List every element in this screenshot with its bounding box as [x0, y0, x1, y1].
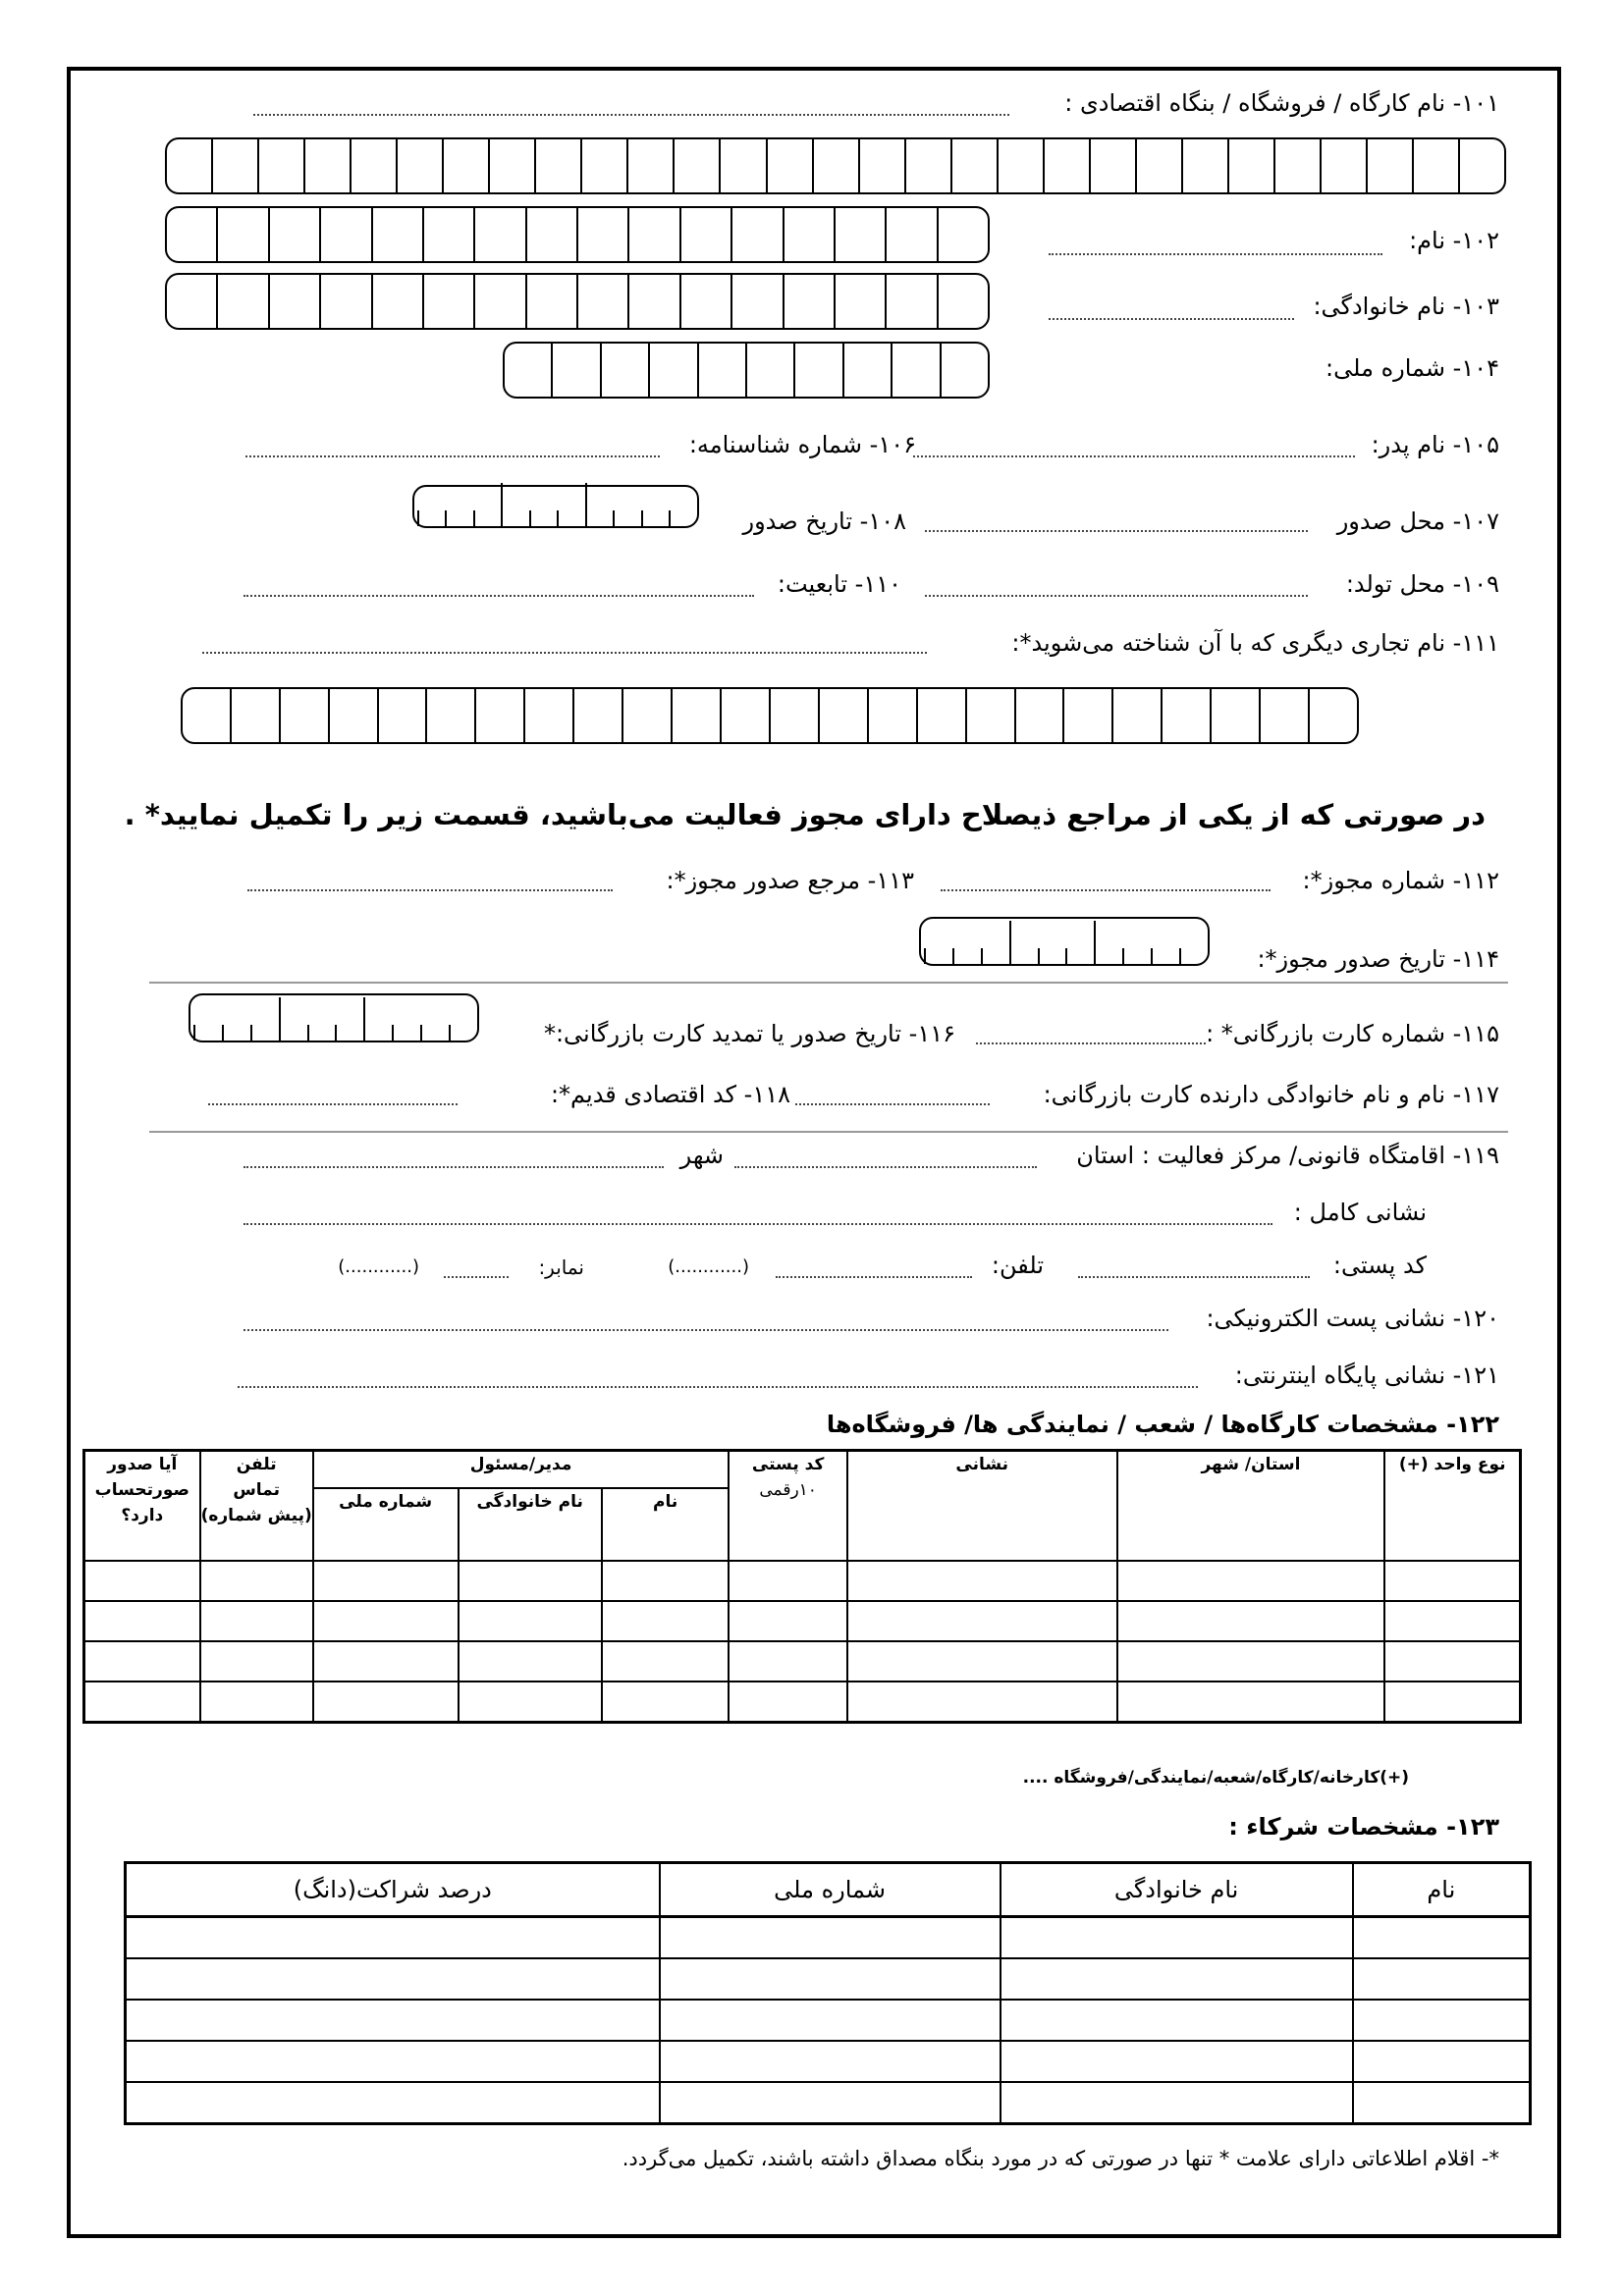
char-box[interactable]	[473, 208, 524, 261]
field-102-label: ۱۰۲- نام:	[1409, 227, 1499, 254]
branches-footnote: (+)کارخانه/کارگاه/شعبه/نمایندگی/فروشگاه ....	[1022, 1768, 1409, 1788]
char-box[interactable]	[730, 275, 782, 328]
header-invoice-line3: دارد؟	[121, 1506, 164, 1525]
branch-cell[interactable]	[313, 1601, 459, 1641]
date-segment[interactable]	[193, 1025, 222, 1041]
partners-header-cell: درصد شراکت(دانگ)	[126, 1863, 660, 1917]
field-107-label: ۱۰۷- محل صدور	[1336, 507, 1499, 535]
partner-row	[126, 2082, 1531, 2124]
fax-label: نمابر:	[538, 1255, 584, 1279]
char-box[interactable]	[937, 275, 988, 328]
header-unit-type: نوع واحد (+)	[1384, 1451, 1520, 1562]
license-heading: در صورتی که از یکی از مراجع ذیصلاح دارای مجوز فعالیت می‌باشید، قسمت زیر را تکمیل نمایید* .	[124, 798, 1486, 831]
header-postal-code	[729, 1451, 847, 1562]
char-box[interactable]	[600, 344, 648, 397]
field-117-label: ۱۱۷- نام و نام خانوادگی دارنده کارت بازرگانی:	[1043, 1081, 1499, 1108]
char-box[interactable]	[279, 689, 328, 742]
partner-cell[interactable]	[1353, 2000, 1531, 2041]
char-box[interactable]	[940, 344, 988, 397]
char-box[interactable]	[867, 689, 916, 742]
char-box[interactable]	[997, 139, 1043, 192]
full-address-label: نشانی کامل :	[1293, 1199, 1427, 1226]
char-box[interactable]	[730, 208, 782, 261]
field-118-label: ۱۱۸- کد اقتصادی قدیم*:	[550, 1081, 790, 1108]
char-box[interactable]	[505, 344, 551, 397]
branch-cell[interactable]	[602, 1641, 730, 1682]
char-box[interactable]	[1308, 689, 1357, 742]
field-111-label: ۱۱۱- نام تجاری دیگری که با آن شناخته می‌شوید*:	[1011, 629, 1499, 657]
char-box[interactable]	[1412, 139, 1458, 192]
field-105-label: ۱۰۵- نام پدر:	[1371, 431, 1499, 458]
field-110-dots	[243, 595, 754, 597]
date-segment[interactable]	[952, 948, 981, 964]
char-box[interactable]	[1210, 689, 1259, 742]
char-box[interactable]	[916, 689, 965, 742]
branch-cell[interactable]	[459, 1641, 602, 1682]
char-box[interactable]	[679, 275, 730, 328]
branch-cell[interactable]	[602, 1682, 730, 1723]
date-segment[interactable]	[1065, 948, 1094, 964]
branch-cell[interactable]	[729, 1682, 847, 1723]
partner-cell[interactable]	[126, 2041, 660, 2082]
field-116-label: ۱۱۶- تاریخ صدور یا تمدید کارت بازرگانی:*	[543, 1020, 955, 1047]
partner-cell[interactable]	[1001, 1958, 1353, 2000]
branch-cell[interactable]	[200, 1561, 313, 1601]
partner-cell[interactable]	[660, 2000, 1001, 2041]
branch-cell[interactable]	[729, 1601, 847, 1641]
char-box[interactable]	[626, 139, 673, 192]
char-box[interactable]	[950, 139, 997, 192]
first-name-boxes[interactable]	[165, 206, 990, 263]
date-segment[interactable]	[250, 1025, 279, 1041]
last-name-boxes[interactable]	[165, 273, 990, 330]
branch-cell[interactable]	[459, 1561, 602, 1601]
char-box[interactable]	[1135, 139, 1181, 192]
fax-dots	[444, 1276, 509, 1278]
char-box[interactable]	[622, 689, 671, 742]
date-segment[interactable]	[222, 1025, 250, 1041]
date-segment[interactable]	[279, 997, 307, 1041]
partners-title: ۱۲۳- مشخصات شرکاء :	[1228, 1813, 1499, 1841]
char-box[interactable]	[525, 208, 576, 261]
date-segment[interactable]	[613, 510, 641, 526]
date-segment[interactable]	[392, 1025, 420, 1041]
partner-cell[interactable]	[1001, 1917, 1353, 1959]
postal-code-label: کد پستی:	[1332, 1252, 1427, 1279]
date-segment[interactable]	[363, 997, 392, 1041]
branches-table	[82, 1449, 1522, 1724]
date-segment[interactable]	[445, 510, 473, 526]
header-phone-line2: تماس	[233, 1480, 280, 1500]
header-phone-line3: (پیش شماره)	[200, 1506, 312, 1525]
phone-dots	[776, 1276, 972, 1278]
char-box[interactable]	[783, 208, 834, 261]
char-box[interactable]	[211, 139, 257, 192]
branch-cell[interactable]	[847, 1641, 1117, 1682]
char-box[interactable]	[442, 139, 488, 192]
field-119-label: ۱۱۹- اقامتگاه قانونی/ مرکز فعالیت : استان	[1076, 1142, 1499, 1169]
field-106-dots	[245, 455, 660, 457]
char-box[interactable]	[904, 139, 950, 192]
char-box[interactable]	[1161, 689, 1210, 742]
header-invoice-line1: آیا صدور	[107, 1455, 178, 1474]
header-invoice-line2: صورتحساب	[94, 1480, 189, 1500]
char-box[interactable]	[834, 208, 885, 261]
char-box[interactable]	[818, 689, 867, 742]
char-box[interactable]	[576, 275, 627, 328]
field-107-dots	[925, 530, 1308, 532]
date-segment[interactable]	[501, 483, 529, 526]
char-box[interactable]	[230, 689, 279, 742]
branch-row	[84, 1682, 1521, 1723]
branch-cell[interactable]	[847, 1682, 1117, 1723]
field-102-dots	[1049, 253, 1382, 255]
char-box[interactable]	[783, 275, 834, 328]
branch-cell[interactable]	[313, 1682, 459, 1723]
branches-body	[84, 1561, 1521, 1723]
branch-cell[interactable]	[1117, 1601, 1385, 1641]
field-103-label: ۱۰۳- نام خانوادگی:	[1313, 293, 1499, 320]
branch-cell[interactable]	[313, 1561, 459, 1601]
char-box[interactable]	[719, 139, 765, 192]
partner-cell[interactable]	[660, 2041, 1001, 2082]
header-address: نشانی	[847, 1451, 1117, 1562]
partner-cell[interactable]	[1001, 2041, 1353, 2082]
char-box[interactable]	[551, 344, 599, 397]
field-115-label: ۱۱۵- شماره کارت بازرگانی* :	[1206, 1020, 1499, 1047]
char-box[interactable]	[671, 689, 720, 742]
province-dots	[734, 1166, 1037, 1168]
partner-cell[interactable]	[1353, 2082, 1531, 2124]
field-120-label: ۱۲۰- نشانی پست الکترونیکی:	[1206, 1305, 1499, 1332]
branch-cell[interactable]	[1117, 1561, 1385, 1601]
char-box[interactable]	[319, 275, 370, 328]
city-label: شهر	[679, 1142, 724, 1169]
char-box[interactable]	[425, 689, 474, 742]
header-national-id: شماره ملی	[313, 1488, 459, 1561]
char-box[interactable]	[422, 208, 473, 261]
field-109-label: ۱۰۹- محل تولد:	[1345, 570, 1499, 598]
branch-cell[interactable]	[729, 1641, 847, 1682]
field-112-dots	[941, 889, 1271, 891]
char-box[interactable]	[167, 208, 216, 261]
branch-row	[84, 1641, 1521, 1682]
branch-cell[interactable]	[84, 1682, 200, 1723]
date-segment[interactable]	[557, 510, 585, 526]
partner-cell[interactable]	[1001, 2082, 1353, 2124]
branch-cell[interactable]	[84, 1601, 200, 1641]
header-phone-line1: تلفن	[236, 1455, 277, 1474]
date-segment[interactable]	[1009, 921, 1038, 964]
field-108-label: ۱۰۸- تاریخ صدور	[742, 507, 906, 535]
header-manager: مدیر/مسئول	[313, 1451, 730, 1489]
header-family: نام خانوادگی	[459, 1488, 602, 1561]
date-segment[interactable]	[417, 510, 446, 526]
char-box[interactable]	[1227, 139, 1273, 192]
partner-row	[126, 2000, 1531, 2041]
char-box[interactable]	[891, 344, 939, 397]
char-box[interactable]	[885, 275, 936, 328]
branch-cell[interactable]	[459, 1601, 602, 1641]
branches-header-row	[84, 1451, 1521, 1489]
field-101-label: ۱۰۱- نام کارگاه / فروشگاه / بنگاه اقتصادی :	[1064, 89, 1499, 117]
date-segment[interactable]	[473, 510, 502, 526]
char-box[interactable]	[965, 689, 1014, 742]
fax-tail: (............)	[338, 1256, 419, 1277]
field-121-dots	[238, 1386, 1198, 1388]
char-box[interactable]	[1089, 139, 1135, 192]
partner-cell[interactable]	[1353, 1917, 1531, 1959]
footer-note: *- اقلام اطلاعاتی دارای علامت * تنها در صورتی که در مورد بنگاه مصداق داشته باشند، تکمیل می‌گردد.	[622, 2147, 1499, 2170]
branch-cell[interactable]	[200, 1601, 313, 1641]
field-110-label: ۱۱۰- تابعیت:	[777, 570, 901, 598]
char-box[interactable]	[488, 139, 534, 192]
divider-1	[149, 982, 1508, 984]
char-box[interactable]	[523, 689, 572, 742]
branch-cell[interactable]	[1117, 1641, 1385, 1682]
date-segment[interactable]	[1122, 948, 1151, 964]
partner-cell[interactable]	[660, 1917, 1001, 1959]
char-box[interactable]	[216, 208, 267, 261]
partner-cell[interactable]	[126, 2082, 660, 2124]
field-103-dots	[1049, 318, 1294, 320]
branch-row	[84, 1601, 1521, 1641]
char-box[interactable]	[812, 139, 858, 192]
branch-cell[interactable]	[1384, 1641, 1520, 1682]
header-phone	[200, 1451, 313, 1562]
date-segment[interactable]	[420, 1025, 449, 1041]
char-box[interactable]	[1043, 139, 1089, 192]
char-box[interactable]	[328, 689, 377, 742]
partners-header-cell: نام	[1353, 1863, 1531, 1917]
char-box[interactable]	[627, 208, 678, 261]
char-box[interactable]	[1062, 689, 1111, 742]
branch-cell[interactable]	[1384, 1601, 1520, 1641]
char-box[interactable]	[350, 139, 396, 192]
char-box[interactable]	[473, 275, 524, 328]
partners-header-row	[126, 1863, 1531, 1917]
partner-cell[interactable]	[126, 2000, 660, 2041]
char-box[interactable]	[1014, 689, 1063, 742]
char-box[interactable]	[319, 208, 370, 261]
field-101-dots	[253, 114, 1009, 116]
header-province-city: استان/ شهر	[1117, 1451, 1385, 1562]
field-118-dots	[208, 1103, 458, 1105]
branch-cell[interactable]	[602, 1601, 730, 1641]
char-box[interactable]	[216, 275, 267, 328]
partner-row	[126, 2041, 1531, 2082]
char-box[interactable]	[183, 689, 230, 742]
branch-cell[interactable]	[459, 1682, 602, 1723]
national-id-boxes[interactable]	[503, 342, 990, 399]
char-box[interactable]	[1366, 139, 1412, 192]
date-segment[interactable]	[529, 510, 558, 526]
partner-cell[interactable]	[126, 1917, 660, 1959]
char-box[interactable]	[377, 689, 426, 742]
char-box[interactable]	[576, 208, 627, 261]
date-segment[interactable]	[1038, 948, 1066, 964]
partner-cell[interactable]	[1353, 2041, 1531, 2082]
header-postal-code-line2: ۱۰رقمی	[759, 1480, 817, 1500]
char-box[interactable]	[834, 275, 885, 328]
trade-name-boxes[interactable]	[181, 687, 1359, 744]
date-segment[interactable]	[307, 1025, 336, 1041]
char-box[interactable]	[268, 275, 319, 328]
field-117-dots	[795, 1103, 990, 1105]
field-113-dots	[247, 889, 613, 891]
char-box[interactable]	[1458, 139, 1504, 192]
char-box[interactable]	[842, 344, 891, 397]
char-box[interactable]	[580, 139, 626, 192]
partner-row	[126, 1958, 1531, 2000]
date-segment[interactable]	[1151, 948, 1179, 964]
header-name: نام	[602, 1488, 730, 1561]
date-segment[interactable]	[641, 510, 670, 526]
char-box[interactable]	[422, 275, 473, 328]
date-segment[interactable]	[1179, 948, 1208, 964]
license-date-boxes[interactable]	[919, 917, 1210, 966]
char-box[interactable]	[1181, 139, 1227, 192]
date-segment[interactable]	[1094, 921, 1122, 964]
partner-cell[interactable]	[126, 1958, 660, 2000]
partners-table	[124, 1861, 1532, 2125]
business-name-boxes[interactable]	[165, 137, 1506, 194]
char-box[interactable]	[769, 689, 818, 742]
char-box[interactable]	[1273, 139, 1320, 192]
char-box[interactable]	[257, 139, 303, 192]
char-box[interactable]	[937, 208, 988, 261]
char-box[interactable]	[885, 208, 936, 261]
partner-row	[126, 1917, 1531, 1959]
date-segment[interactable]	[585, 483, 614, 526]
field-120-dots	[243, 1329, 1168, 1331]
char-box[interactable]	[525, 275, 576, 328]
partners-header-cell: نام خانوادگی	[1001, 1863, 1353, 1917]
partners-body	[126, 1917, 1531, 2124]
divider-2	[149, 1131, 1508, 1133]
char-box[interactable]	[167, 275, 216, 328]
branch-cell[interactable]	[84, 1561, 200, 1601]
partner-cell[interactable]	[660, 2082, 1001, 2124]
branch-cell[interactable]	[1384, 1561, 1520, 1601]
char-box[interactable]	[858, 139, 904, 192]
phone-paren: (............)	[668, 1256, 749, 1277]
date-segment[interactable]	[924, 948, 952, 964]
char-box[interactable]	[371, 208, 422, 261]
partners-header-cell: شماره ملی	[660, 1863, 1001, 1917]
date-segment[interactable]	[335, 1025, 363, 1041]
char-box[interactable]	[1259, 689, 1308, 742]
branch-cell[interactable]	[1117, 1682, 1385, 1723]
field-114-label: ۱۱۴- تاریخ صدور مجوز*:	[1257, 945, 1499, 973]
field-109-dots	[925, 595, 1308, 597]
date-segment[interactable]	[981, 948, 1009, 964]
branch-row	[84, 1561, 1521, 1601]
char-box[interactable]	[793, 344, 841, 397]
branch-cell[interactable]	[602, 1561, 730, 1601]
branch-cell[interactable]	[313, 1641, 459, 1682]
branch-cell[interactable]	[847, 1601, 1117, 1641]
char-box[interactable]	[673, 139, 719, 192]
full-address-dots	[243, 1223, 1272, 1225]
field-121-label: ۱۲۱- نشانی پایگاه اینترنتی:	[1234, 1362, 1499, 1389]
branch-cell[interactable]	[200, 1682, 313, 1723]
branches-title: ۱۲۲- مشخصات کارگاه‌ها / شعب / نمایندگی ها/ فروشگاه‌ها	[826, 1411, 1499, 1438]
date-segment[interactable]	[669, 510, 697, 526]
date-segment[interactable]	[449, 1025, 477, 1041]
header-postal-code-line1: کد پستی	[751, 1455, 825, 1474]
header-invoice	[84, 1451, 200, 1562]
phone-label: تلفن:	[991, 1252, 1044, 1279]
partner-cell[interactable]	[1001, 2000, 1353, 2041]
postal-code-dots	[1078, 1276, 1310, 1278]
char-box[interactable]	[303, 139, 350, 192]
commerce-card-date-boxes[interactable]	[189, 993, 479, 1042]
char-box[interactable]	[697, 344, 745, 397]
field-111-dots	[202, 652, 927, 654]
city-dots	[243, 1166, 664, 1168]
char-box[interactable]	[627, 275, 678, 328]
char-box[interactable]	[572, 689, 622, 742]
char-box[interactable]	[268, 208, 319, 261]
char-box[interactable]	[745, 344, 793, 397]
branch-cell[interactable]	[1384, 1682, 1520, 1723]
field-112-label: ۱۱۲- شماره مجوز*:	[1302, 867, 1499, 894]
field-115-dots	[976, 1042, 1206, 1044]
char-box[interactable]	[474, 689, 523, 742]
char-box[interactable]	[1111, 689, 1161, 742]
branch-cell[interactable]	[84, 1641, 200, 1682]
char-box[interactable]	[1320, 139, 1366, 192]
char-box[interactable]	[534, 139, 580, 192]
partner-cell[interactable]	[660, 1958, 1001, 2000]
char-box[interactable]	[167, 139, 211, 192]
char-box[interactable]	[371, 275, 422, 328]
char-box[interactable]	[648, 344, 696, 397]
branch-cell[interactable]	[200, 1641, 313, 1682]
field-113-label: ۱۱۳- مرجع صدور مجوز*:	[666, 867, 914, 894]
issue-date-boxes[interactable]	[412, 485, 699, 528]
field-104-label: ۱۰۴- شماره ملی:	[1325, 354, 1499, 382]
field-105-dots	[913, 455, 1355, 457]
field-106-label: ۱۰۶- شماره شناسنامه:	[688, 431, 916, 458]
branch-cell[interactable]	[729, 1561, 847, 1601]
partner-cell[interactable]	[1353, 1958, 1531, 2000]
char-box[interactable]	[396, 139, 442, 192]
branch-cell[interactable]	[847, 1561, 1117, 1601]
char-box[interactable]	[679, 208, 730, 261]
char-box[interactable]	[766, 139, 812, 192]
char-box[interactable]	[720, 689, 769, 742]
